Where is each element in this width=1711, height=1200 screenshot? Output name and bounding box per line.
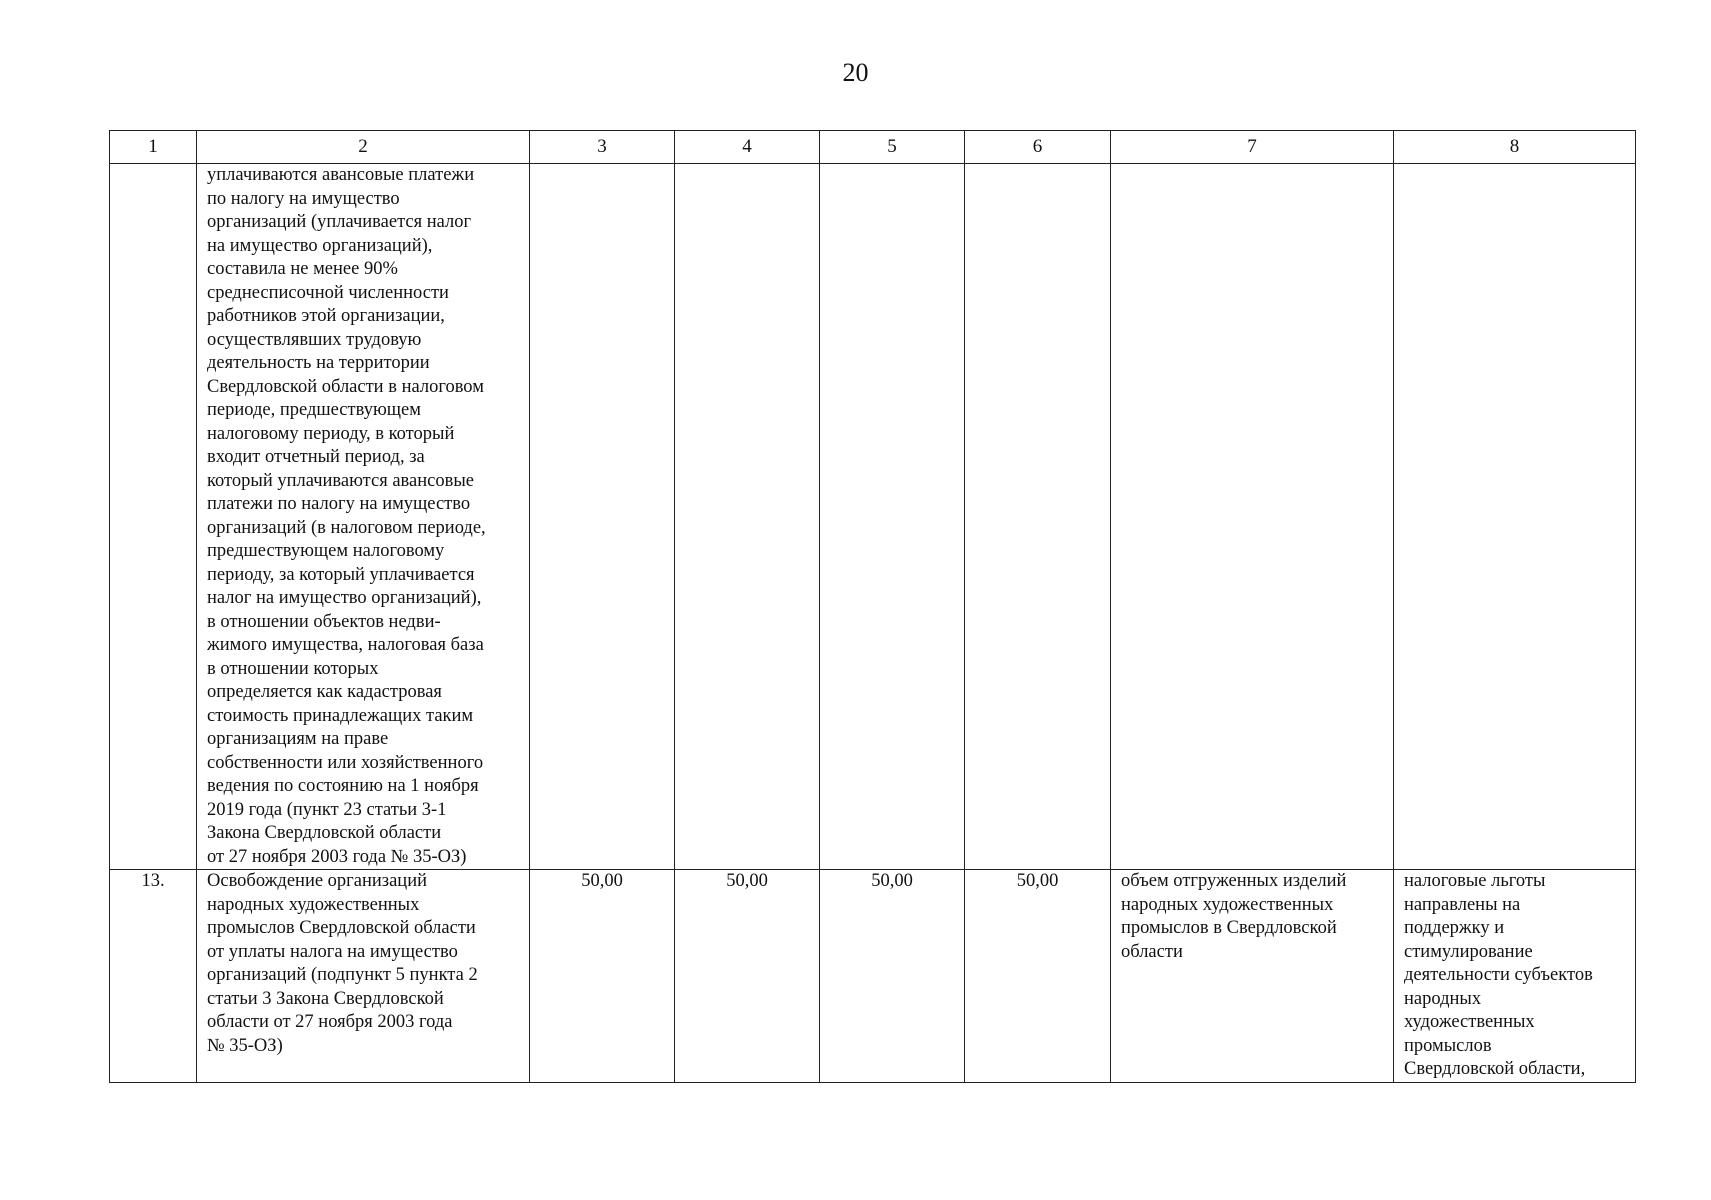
table-row bbox=[110, 870, 1636, 1083]
description-cell bbox=[197, 870, 530, 1083]
data-table bbox=[109, 130, 1636, 1083]
value-cell-3 bbox=[530, 164, 675, 870]
value-cell-5: 50,00 bbox=[820, 870, 965, 1083]
goal-cell: налоговые льготы направлены на поддержку и стимулирование деятельности субъектов народных художественных промыслов Свердловской области, bbox=[1394, 870, 1636, 1083]
page-number: 20 bbox=[842, 58, 869, 87]
indicator-cell: объем отгруженных изделий народных художественных промыслов в Свердловской области bbox=[1111, 870, 1394, 1083]
value-cell-3: 50,00 bbox=[530, 870, 675, 1083]
value-cell-6 bbox=[965, 164, 1111, 870]
column-header-4: 4 bbox=[675, 131, 820, 164]
goal-cell bbox=[1394, 164, 1636, 870]
description-text: уплачиваются авансовые платежи по налогу на имущество организаций (уплачивается налог на имущество организаций), составила не менее 90% среднесписочной численности работников этой организации, осуществлявших трудовую деятельность на территории Свердловской области в налоговом периоде, предшествующем налоговому периоду, в который входит отчетный период, за который уплачиваются авансовые платежи по налогу на имущество организаций (в налоговом периоде, предшествующем налоговому периоду, за который уплачивается налог на имущество организаций), в отношении объектов недви- жимого имущества, налоговая база в отношении которых определяется как кадастровая стоимость принадлежащих таким организациям на праве собственности или хозяйственного ведения по состоянию на 1 ноября 2019 года (пункт 23 статьи 3-1 Закона Свердловской области от 27 ноября 2003 года № 35-ОЗ) bbox=[207, 165, 486, 867]
value-cell-5 bbox=[820, 164, 965, 870]
column-header-1: 1 bbox=[110, 131, 197, 164]
value-cell-6: 50,00 bbox=[965, 870, 1111, 1083]
value-cell-4: 50,00 bbox=[675, 870, 820, 1083]
indicator-cell bbox=[1111, 164, 1394, 870]
row-number-cell bbox=[110, 164, 197, 870]
column-header-8: 8 bbox=[1394, 131, 1636, 164]
description-cell bbox=[197, 164, 530, 870]
row-number-cell: 13. bbox=[110, 870, 197, 1083]
column-header-5: 5 bbox=[820, 131, 965, 164]
table-row bbox=[110, 164, 1636, 870]
column-header-7: 7 bbox=[1111, 131, 1394, 164]
column-header-6: 6 bbox=[965, 131, 1111, 164]
table-header-row bbox=[110, 131, 1636, 164]
column-header-2: 2 bbox=[197, 131, 530, 164]
value-cell-4 bbox=[675, 164, 820, 870]
description-text: Освобождение организаций народных художественных промыслов Свердловской области от уплаты налога на имущество организаций (подпункт 5 пункта 2 статьи 3 Закона Свердловской области от 27 ноября 2003 года № 35-ОЗ) bbox=[207, 871, 478, 1056]
column-header-3: 3 bbox=[530, 131, 675, 164]
